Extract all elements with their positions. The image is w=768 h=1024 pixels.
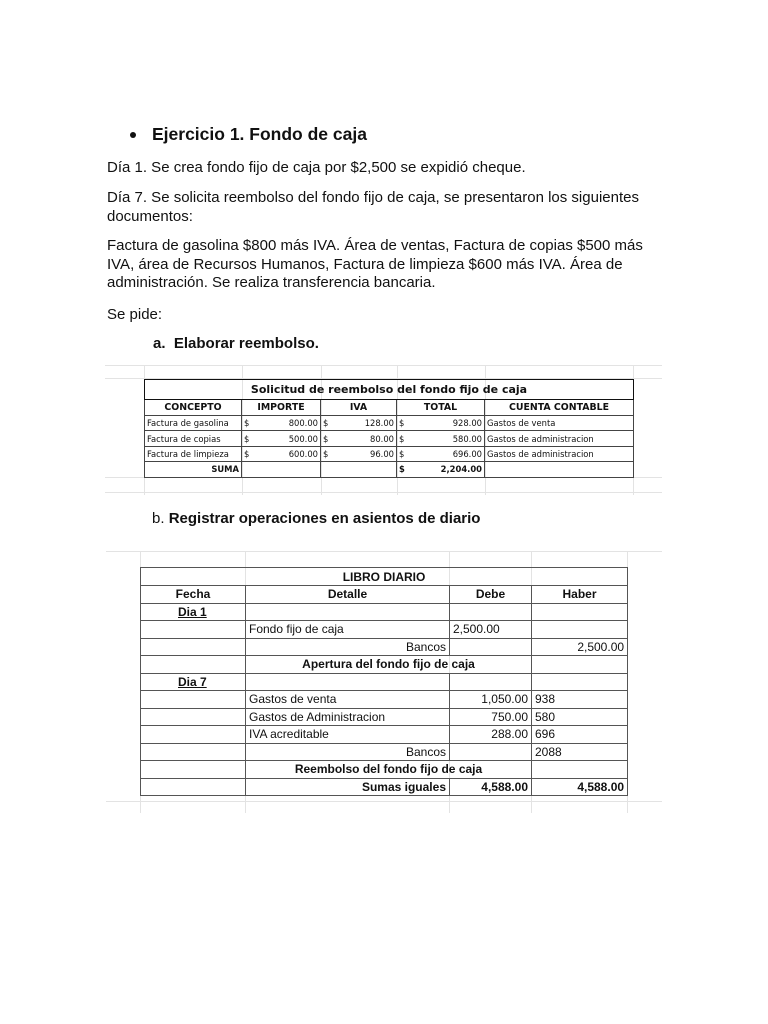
table-row [141, 656, 628, 674]
detalle-cell: Bancos [246, 743, 450, 761]
cell-iva [321, 416, 397, 431]
col-header-iva: IVA [321, 400, 397, 416]
empty-cell [321, 462, 397, 477]
cell-concepto: Factura de gasolina [145, 416, 242, 431]
table-row [141, 638, 628, 656]
debe-cell: 2,500.00 [450, 621, 532, 639]
empty-cell [532, 761, 628, 779]
empty-cell [450, 638, 532, 656]
subtask-a-text: Elaborar reembolso. [173, 335, 319, 352]
paragraph-facturas: Factura de gasolina $800 más IVA. Área de ventas, Factura de copias $500 más IVA, área de Recursos Humanos, Factura de limpieza $600 más IVA. Área de administración. Se realiza transferencia bancaria. [107, 237, 643, 291]
cell-cuenta: Gastos de administracion [485, 446, 634, 461]
debe-cell: 288.00 [450, 726, 532, 744]
cell-value: 2,204.00 [440, 464, 482, 475]
empty-cell [141, 761, 246, 779]
cell-value: 600.00 [288, 448, 318, 459]
cell-value: 580.00 [452, 433, 482, 444]
empty-cell [532, 673, 628, 691]
empty-cell [450, 673, 532, 691]
table-row [141, 621, 628, 639]
table-row [141, 708, 628, 726]
cell-iva [321, 446, 397, 461]
debe-cell: 750.00 [450, 708, 532, 726]
currency-sign: $ [323, 448, 329, 459]
table-row [145, 416, 634, 431]
currency-sign: $ [399, 418, 405, 429]
detalle-cell: Gastos de venta [246, 691, 450, 709]
col-header-total: TOTAL [397, 400, 485, 416]
paragraph-dia7: Día 7. Se solicita reembolso del fondo fijo de caja, se presentaron los siguientes documentos: [107, 189, 639, 225]
currency-sign: $ [399, 448, 405, 459]
currency-sign: $ [399, 433, 405, 444]
libro-diario-title: LIBRO DIARIO [141, 568, 628, 586]
cell-total [397, 446, 485, 461]
currency-sign: $ [323, 418, 329, 429]
fecha-dia7: Dia 7 [141, 673, 246, 691]
cell-iva [321, 431, 397, 446]
table-row [141, 603, 628, 621]
cell-concepto: Factura de copias [145, 431, 242, 446]
detalle-cell: IVA acreditable [246, 726, 450, 744]
cell-cuenta: Gastos de venta [485, 416, 634, 431]
cell-importe [242, 431, 321, 446]
col-header-cuenta: CUENTA CONTABLE [485, 400, 634, 416]
col-header-haber: Haber [532, 586, 628, 604]
currency-sign: $ [323, 433, 329, 444]
haber-cell: 696 [532, 726, 628, 744]
cell-total [397, 431, 485, 446]
detalle-cell: Bancos [246, 638, 450, 656]
cell-value: 800.00 [288, 418, 318, 429]
concepto-asiento: Apertura del fondo fijo de caja [246, 656, 532, 674]
libro-diario-table [140, 567, 628, 796]
currency-sign: $ [399, 464, 405, 475]
empty-cell [141, 691, 246, 709]
cell-value: 500.00 [288, 433, 318, 444]
currency-sign: $ [244, 448, 250, 459]
suma-label: SUMA [145, 462, 242, 477]
empty-cell [532, 603, 628, 621]
empty-cell [450, 603, 532, 621]
cell-value: 96.00 [370, 448, 394, 459]
sumas-haber: 4,588.00 [532, 778, 628, 796]
sumas-row [141, 778, 628, 796]
table-row [141, 743, 628, 761]
cell-value: 128.00 [364, 418, 394, 429]
cell-total [397, 416, 485, 431]
paragraph-se-pide: Se pide: [107, 306, 163, 323]
reembolso-title: Solicitud de reembolso del fondo fijo de caja [145, 380, 634, 400]
subtask-a [153, 335, 319, 352]
cell-value: 80.00 [370, 433, 394, 444]
empty-cell [246, 673, 450, 691]
table-row [145, 446, 634, 461]
cell-cuenta: Gastos de administracion [485, 431, 634, 446]
empty-cell [141, 656, 246, 674]
col-header-debe: Debe [450, 586, 532, 604]
fecha-dia1: Dia 1 [141, 603, 246, 621]
subtask-a-marker: a. [153, 335, 166, 352]
haber-cell: 938 [532, 691, 628, 709]
haber-cell: 580 [532, 708, 628, 726]
sumas-debe: 4,588.00 [450, 778, 532, 796]
empty-cell [242, 462, 321, 477]
table-row [145, 431, 634, 446]
concepto-asiento: Reembolso del fondo fijo de caja [246, 761, 532, 779]
bullet-icon [130, 132, 136, 138]
table-row [141, 726, 628, 744]
empty-cell [532, 621, 628, 639]
detalle-cell: Gastos de Administracion [246, 708, 450, 726]
haber-cell: 2,500.00 [532, 638, 628, 656]
table-row [141, 691, 628, 709]
sumas-label: Sumas iguales [246, 778, 450, 796]
debe-cell: 1,050.00 [450, 691, 532, 709]
empty-cell [485, 462, 634, 477]
cell-concepto: Factura de limpieza [145, 446, 242, 461]
empty-cell [141, 743, 246, 761]
empty-cell [532, 656, 628, 674]
empty-cell [141, 708, 246, 726]
exercise-heading: Ejercicio 1. Fondo de caja [152, 124, 367, 144]
empty-cell [246, 603, 450, 621]
subtask-b-marker: b. [152, 510, 165, 527]
empty-cell [450, 743, 532, 761]
empty-cell [141, 638, 246, 656]
col-header-concepto: CONCEPTO [145, 400, 242, 416]
table-row [141, 761, 628, 779]
reembolso-table [144, 379, 634, 478]
table-row [141, 673, 628, 691]
col-header-fecha: Fecha [141, 586, 246, 604]
cell-value: 928.00 [452, 418, 482, 429]
cell-value: 696.00 [452, 448, 482, 459]
currency-sign: $ [244, 433, 250, 444]
empty-cell [141, 726, 246, 744]
currency-sign: $ [244, 418, 250, 429]
col-header-importe: IMPORTE [242, 400, 321, 416]
detalle-cell: Fondo fijo de caja [246, 621, 450, 639]
empty-cell [141, 621, 246, 639]
cell-importe [242, 416, 321, 431]
empty-cell [141, 778, 246, 796]
suma-total [397, 462, 485, 477]
haber-cell: 2088 [532, 743, 628, 761]
subtask-b [152, 510, 480, 527]
paragraph-dia1: Día 1. Se crea fondo fijo de caja por $2,500 se expidió cheque. [107, 159, 526, 176]
col-header-detalle: Detalle [246, 586, 450, 604]
suma-row [145, 462, 634, 477]
subtask-b-text: Registrar operaciones en asientos de diario [168, 510, 481, 527]
cell-importe [242, 446, 321, 461]
